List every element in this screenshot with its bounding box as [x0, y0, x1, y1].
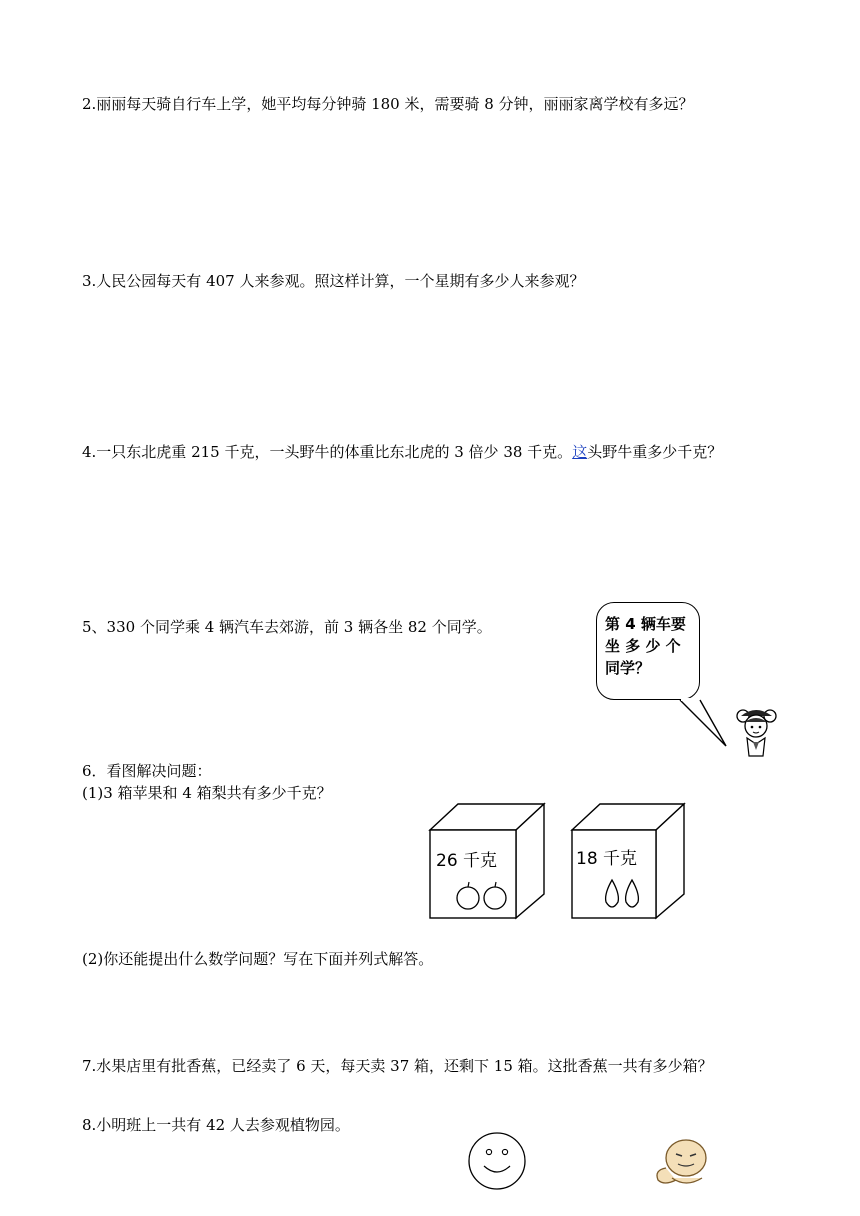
- pear-box: [572, 804, 684, 918]
- apple-box: [430, 804, 544, 918]
- apple-box-label: 26 千克: [436, 851, 498, 871]
- smiley-face-icon: [466, 1130, 528, 1192]
- question-4: [82, 441, 722, 462]
- question-4-text-start: 4.一只东北虎重 215 千克，一头野牛的体重比东北虎的 3 倍少 38 千克。: [82, 443, 573, 461]
- speech-bubble-line-1: 第 4 辆车要: [605, 615, 686, 633]
- speech-bubble: [596, 602, 700, 700]
- cartoon-character-icon: [646, 1134, 720, 1190]
- question-2: 2.丽丽每天骑自行车上学，她平均每分钟骑 180 米，需要骑 8 分钟，丽丽家离学校有多远？: [82, 95, 694, 113]
- question-5: 5、330 个同学乘 4 辆汽车去郊游，前 3 辆各坐 82 个同学。: [82, 618, 492, 636]
- girl-character-icon: [733, 702, 781, 758]
- question-4-link[interactable]: 这: [572, 443, 588, 461]
- pear-box-label: 18 千克: [576, 849, 638, 869]
- fruit-boxes-figure: [420, 798, 690, 924]
- question-6-part-1: (1)3 箱苹果和 4 箱梨共有多少千克？: [82, 784, 332, 802]
- question-6-part-2: (2)你还能提出什么数学问题？写在下面并列式解答。: [82, 950, 434, 968]
- speech-bubble-line-3: 同学？: [605, 659, 651, 677]
- question-6-title: 6．看图解决问题：: [82, 762, 212, 780]
- speech-bubble-line-2: 坐 多 少 个: [605, 637, 681, 655]
- question-4-text-end: 头野牛重多少千克？: [587, 443, 723, 461]
- question-3: 3.人民公园每天有 407 人来参观。照这样计算，一个星期有多少人来参观？: [82, 272, 585, 290]
- question-8: 8.小明班上一共有 42 人去参观植物园。: [82, 1116, 350, 1134]
- question-7: 7.水果店里有批香蕉，已经卖了 6 天，每天卖 37 箱，还剩下 15 箱。这批香蕉一共有多少箱？: [82, 1057, 713, 1075]
